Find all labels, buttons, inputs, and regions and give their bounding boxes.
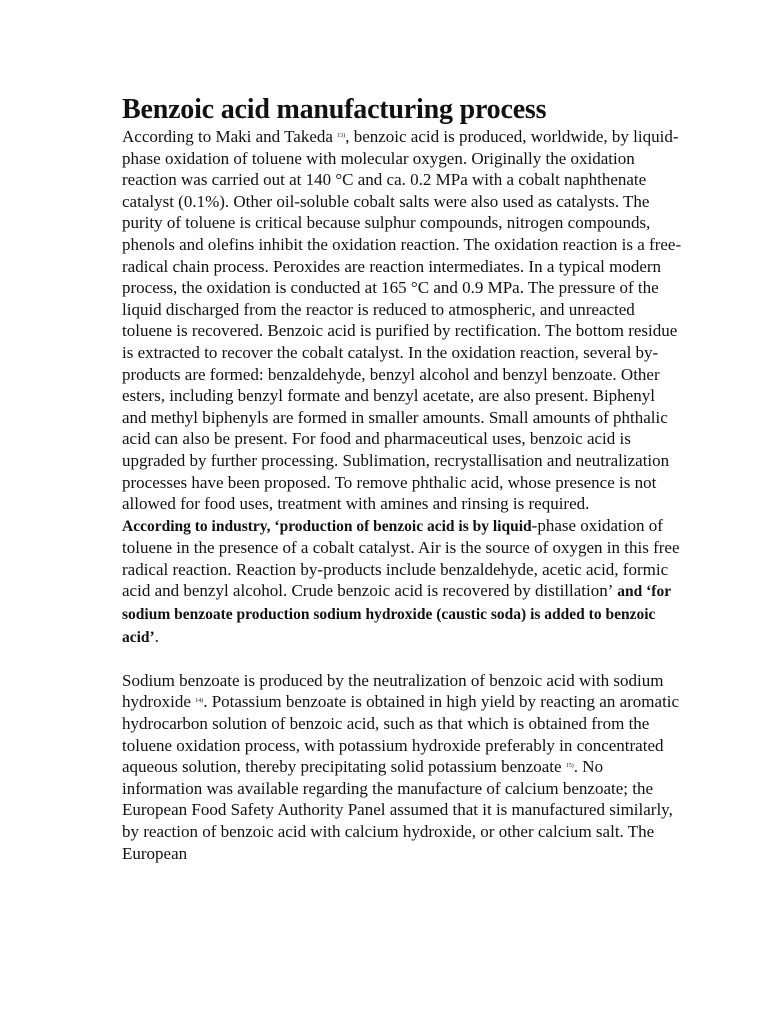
text-run: According to Maki and Takeda xyxy=(122,127,338,146)
bold-quote-run: and ‘for sodium benzoate production sodium hydroxide (caustic soda) is added to benzoic acid’ xyxy=(122,583,671,646)
text-run: . Potassium benzoate is obtained in high yield by reacting an aromatic hydrocarbon solution of benzoic acid, such as that which is obtained from the toluene oxidation process, with potassium hydroxide preferably in concentrated aqueous solution, thereby precipitating solid potassium benzoate xyxy=(122,692,680,777)
reference-marker: 14) xyxy=(195,698,204,705)
document-title: Benzoic acid manufacturing process xyxy=(122,94,547,125)
text-run: . No information was available regarding the manufacture of calcium benzoate; the European Food Safety Authority Panel assumed that it is manufactured similarly, by reaction of benzoic acid with calcium hydroxide, or other calcium salt. The European xyxy=(122,757,673,863)
reference-marker: 13) xyxy=(337,133,346,139)
document-page xyxy=(122,94,682,864)
paragraph-maki-takeda xyxy=(122,126,682,515)
text-run: Sodium benzoate is produced by the neutralization of benzoic acid with sodium hydroxide xyxy=(122,670,664,712)
text-run: , benzoic acid is produced, worldwide, by liquid-phase oxidation of toluene with molecular oxygen. Originally the oxidation reaction was carried out at 140 °C and ca. 0.2 MPa with a cobalt naphthenate catalyst (0.1%). Other oil-soluble cobalt salts were also used as catalysts. The purity of toluene is critical because sulphur compounds, nitrogen compounds, phenols and olefins inhibit the oxidation reaction. The oxidation reaction is a free-radical chain process. Peroxides are reaction intermediates. In a typical modern process, the oxidation is conducted at 165 °C and 0.9 MPa. The pressure of the liquid discharged from the reactor is reduced to atmospheric, and unreacted toluene is recovered. Benzoic acid is purified by rectification. The bottom residue is extracted to recover the cobalt catalyst. In the oxidation reaction, several by-products are formed: benzaldehyde, benzyl alcohol and benzyl benzoate. Other esters, including benzyl formate and benzyl acetate, are also present. Biphenyl and methyl biphenyls are formed in smaller amounts. Small amounts of phthalic acid can also be present. For food and pharmaceutical uses, benzoic acid is upgraded by further processing. Sublimation, recrystallisation and neutralization processes have been proposed. To remove phthalic acid, whose presence is not allowed for food uses, treatment with amines and rinsing is required. xyxy=(122,127,682,514)
bold-quote-run: According to industry, ‘production of benzoic acid is by liquid xyxy=(122,517,532,535)
text-run: -phase oxidation of toluene in the presence of a cobalt catalyst. Air is the source of oxygen in this free radical reaction. Reaction by-products include benzaldehyde, acetic acid, formic acid and benzyl alcohol. Crude benzoic acid is recovered by distillation’ xyxy=(122,515,680,601)
text-run: . xyxy=(154,626,159,646)
paragraph-sodium-benzoate xyxy=(122,670,682,864)
paragraph-industry xyxy=(122,515,682,649)
reference-marker: 15) xyxy=(565,763,574,770)
